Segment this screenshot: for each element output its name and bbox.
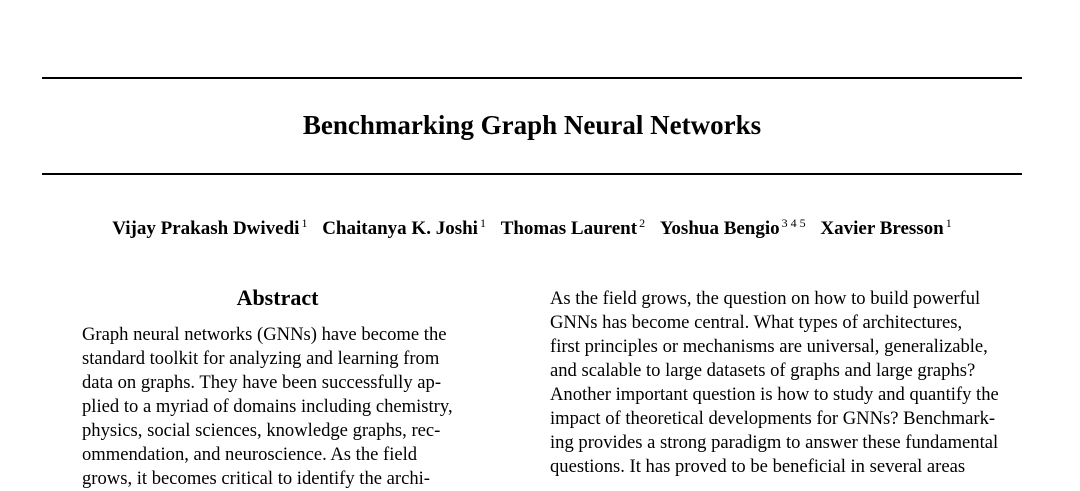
text-line: physics, social sciences, knowledge graphs, rec- xyxy=(82,420,441,441)
text-line: impact of theoretical developments for GNNs? Benchmark- xyxy=(550,408,996,429)
bottom-rule xyxy=(42,173,1022,175)
author xyxy=(820,216,951,242)
author-affiliation: 1 xyxy=(301,216,308,230)
author-affiliation: 1 xyxy=(945,216,952,230)
abstract-heading: Abstract xyxy=(236,285,319,310)
author-name: Xavier Bresson xyxy=(820,218,944,239)
text-line: standard toolkit for analyzing and learning from xyxy=(82,348,440,369)
author-name: Vijay Prakash Dwivedi xyxy=(112,218,300,239)
author xyxy=(322,216,486,242)
paper-title: Benchmarking Graph Neural Networks xyxy=(302,110,762,140)
author xyxy=(112,216,307,242)
author-name: Yoshua Bengio xyxy=(659,218,780,239)
author-name: Thomas Laurent xyxy=(500,218,638,239)
text-line: grows, it becomes critical to identify the archi- xyxy=(82,468,430,489)
author-affiliation: 2 xyxy=(639,216,646,230)
introduction-body xyxy=(550,287,1030,479)
text-line: Another important question is how to study and quantify the xyxy=(550,384,999,405)
author-name: Chaitanya K. Joshi xyxy=(322,218,478,239)
author-list xyxy=(42,216,1022,242)
text-line: GNNs has become central. What types of architectures, xyxy=(550,312,963,333)
text-line: As the field grows, the question on how to build powerful xyxy=(550,288,981,309)
author-affiliation: 1 xyxy=(479,216,486,230)
text-line: data on graphs. They have been successfully ap- xyxy=(82,372,442,393)
text-line: Graph neural networks (GNNs) have become the xyxy=(82,324,447,345)
text-line: ommendation, and neuroscience. As the field xyxy=(82,444,418,465)
top-rule xyxy=(42,77,1022,79)
author xyxy=(501,216,645,242)
text-line: first principles or mechanisms are universal, generalizable, xyxy=(550,336,988,357)
text-line: and scalable to large datasets of graphs and large graphs? xyxy=(550,360,976,381)
text-line: ing provides a strong paradigm to answer these fundamental xyxy=(550,432,999,453)
author-affiliation: 3 4 5 xyxy=(781,216,806,230)
text-line: plied to a myriad of domains including chemistry, xyxy=(82,396,453,417)
author xyxy=(660,216,806,242)
text-line: questions. It has proved to be beneficial in several areas xyxy=(550,456,966,477)
abstract-body xyxy=(82,323,482,491)
